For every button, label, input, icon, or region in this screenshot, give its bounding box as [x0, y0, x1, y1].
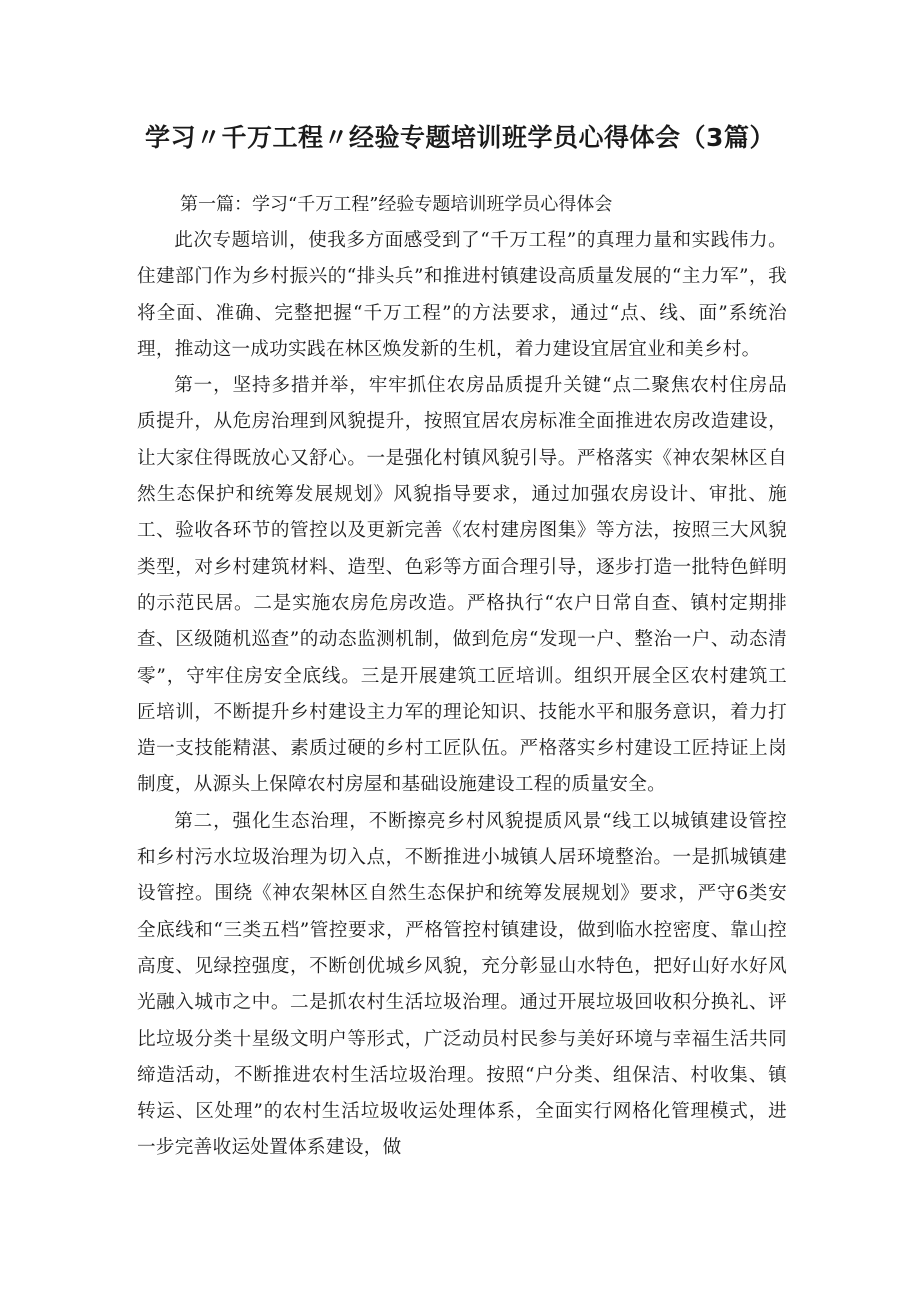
paragraph-intro: 此次专题培训，使我多方面感受到了“千万工程”的真理力量和实践伟力。住建部门作为乡村振兴的“排头兵”和推进村镇建设高质量发展的“主力军”，我将全面、准确、完整把握“千万工程”的方法要求，通过“点、线、面”系统治理，推动这一成功实践在林区焕发新的生机，着力建设宜居宜业和美乡村。: [137, 230, 787, 360]
section-subtitle: 第一篇：学习“千万工程”经验专题培训班学员心得体会: [180, 194, 613, 215]
paragraph-first-point: 第一，坚持多措并举，牢牢抓住农房品质提升关键“点二聚焦农村住房品质提升，从危房治理到风貌提升，按照宜居农房标准全面推进农房改造建设，让大家住得既放心又舒心。一是强化村镇风貌引导。严格落实《神农架林区自然生态保护和统筹发展规划》风貌指导要求，通过加强农房设计、审批、施工、验收各环节的管控以及更新完善《农村建房图集》等方法，按照三大风貌类型，对乡村建筑材料、造型、色彩等方面合理引导，逐步打造一批特色鲜明的示范民居。二是实施农房危房改造。严格执行“农户日常自查、镇村定期排查、区级随机巡查”的动态监测机制，做到危房“发现一户、整治一户、动态清零”，守牢住房安全底线。三是开展建筑工匠培训。组织开展全区农村建筑工匠培训，不断提升乡村建设主力军的理论知识、技能水平和服务意识，着力打造一支技能精湛、素质过硬的乡村工匠队伍。严格落实乡村建设工匠持证上岗制度，从源头上保障农村房屋和基础设施建设工程的质量安全。: [137, 375, 787, 796]
document-title: 学习〃千万工程〃经验专题培训班学员心得体会（3篇）: [145, 123, 775, 152]
body-text: [137, 223, 787, 1167]
paragraph-second-point: 第二，强化生态治理，不断擦亮乡村风貌提质风景“线工以城镇建设管控和乡村污水垃圾治理为切入点，不断推进小城镇人居环境整治。一是抓城镇建设管控。围绕《神农架林区自然生态保护和统筹发展规划》要求，严守6类安全底线和“三类五档”管控要求，严格管控村镇建设，做到临水控密度、靠山控高度、见绿控强度，不断创优城乡风貌，充分彰显山水特色，把好山好水好风光融入城市之中。二是抓农村生活垃圾治理。通过开展垃圾回收积分换礼、评比垃圾分类十星级文明户等形式，广泛动员村民参与美好环境与幸福生活共同缔造活动，不断推进农村生活垃圾治理。按照“户分类、组保洁、村收集、镇转运、区处理”的农村生活垃圾收运处理体系，全面实行网格化管理模式，进一步完善收运处置体系建设，做: [137, 810, 787, 1159]
